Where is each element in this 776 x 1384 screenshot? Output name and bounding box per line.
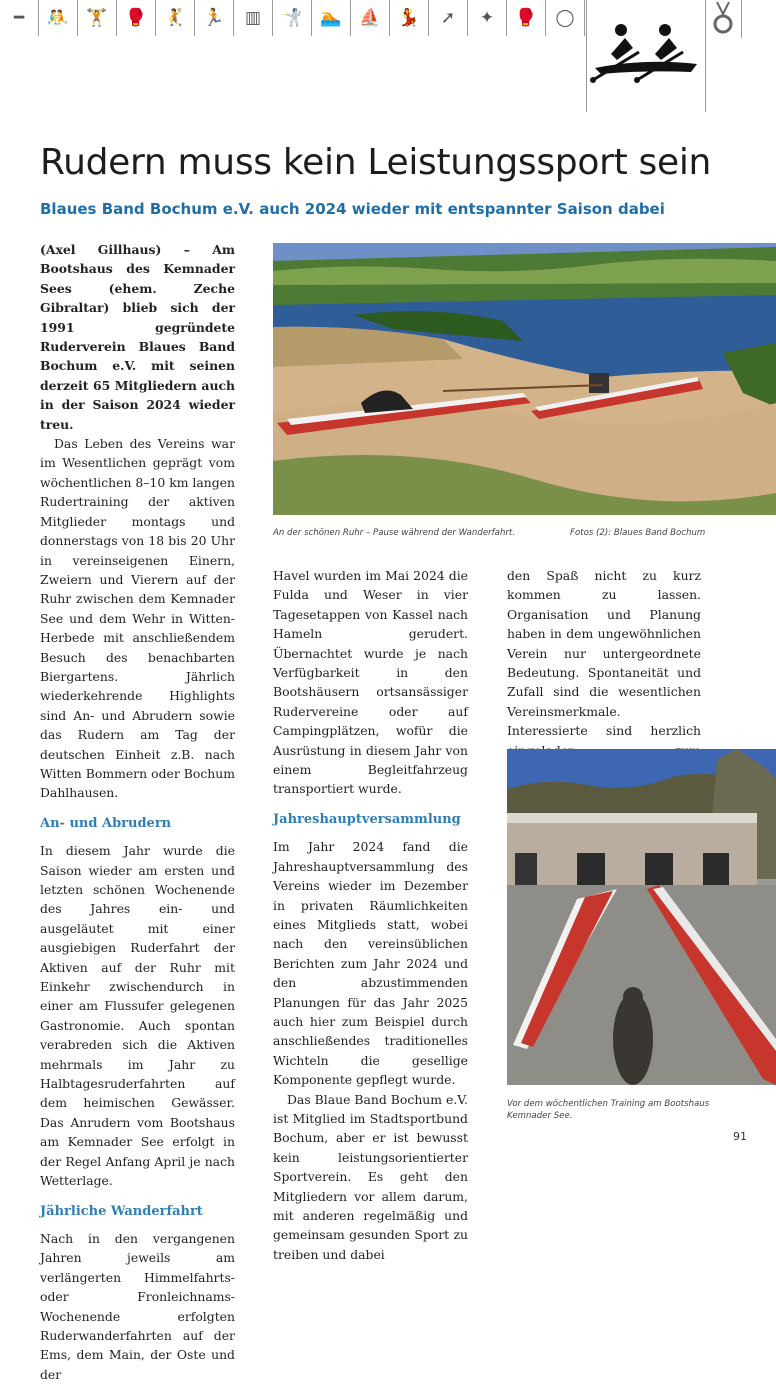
sailing-icon: ⛵ (351, 0, 390, 36)
fencing-icon: 🤺 (273, 0, 312, 36)
rings-icon: ◯ (546, 0, 585, 36)
body-paragraph: Das Blaue Band Bochum e.V. ist Mitglied im Stadtsportbund Bochum, aber er ist bewusst kein leistungsorientierter Sportverein. Es geht den Mitgliedern vor allem darum, mit anderen regelmäßig und gemeinsam gesunden Sport zu treiben und dabei (273, 1091, 468, 1262)
article-subtitle: Blaues Band Bochum e.V. auch 2024 wieder mit entspannter Saison dabei (40, 200, 665, 218)
lead-paragraph: (Axel Gillhaus) – Am Bootshaus des Kemnader Sees (ehem. Zeche Gibraltar) blieb sich der 1991 gegründete Ruderverein Blaues Band Bochum e.V. mit seinen derzeit 65 Mitgliedern auch in der Saison 2024 wieder treu. (40, 242, 235, 432)
river-photo (273, 243, 776, 515)
body-paragraph: In diesem Jahr wurde die Saison wieder am ersten und letzten schönen Wochenende des Jahres ein- und ausgeläutet mit einer ausgiebigen Ruderfahrt der Aktiven auf der Ruhr mit Einkehr zwischendurch in einer am Flussufer gelegenen Gastronomie. Auch spontan verabreden sich die Aktiven mehrmals im Jahr zu Halbtagesruderfahrten auf dem heimischen Gewässer. Das Anrudern vom Bootshaus am Kemnader See erfolgt in der Regel Anfang April je nach Wetterlage. (40, 843, 235, 1189)
body-paragraph: Im Jahr 2024 fand die Jahreshauptversammlung des Vereins wieder im Dezember in privaten Räumlichkeiten eines Mitglieds statt, wobei nach den vereinsüblichen Berichten zum Jahr 2024 und den abzustimmenden Planungen für das Jahr 2025 auch hier zum Beispiel durch anschließendes traditionelles Wichteln die gesellige Komponente gepflegt wurde. (273, 839, 468, 1088)
photo-credit: Fotos (2): Blaues Band Bochum (570, 528, 706, 538)
rowing-icon (586, 0, 706, 112)
judo-icon: 🥊 (117, 0, 156, 36)
medal-icon (705, 0, 741, 38)
boathouse-photo (507, 749, 776, 1085)
body-paragraph: den Spaß nicht zu kurz kommen zu lassen. Organisation und Planung haben in dem ungewöhnlichen Verein nur untergeordnete Bedeutung. Spontaneität und Zufall sind die wesentlichen Vereinsmerkmale. Interessierte sind herzlich (507, 568, 701, 739)
diving-icon: ✦ (468, 0, 507, 36)
section-heading: Jahreshauptversammlung (273, 811, 461, 827)
body-paragraph: Havel wurden im Mai 2024 die Fulda und Weser in vier Tagesetappen von Kassel nach Hameln gerudert. Übernachtet wurde je nach Verfügbarkeit in den Bootshäusern ortsansässiger Rudervereine oder auf Campingplätzen, wofür die Ausrüstung in diesem Jahr von einem Begleitfahrzeug transportiert wurde. (273, 568, 468, 797)
body-paragraph: Das Leben des Vereins war im Wesentlichen geprägt vom wöchentlichen 8–10 km langen Rudertraining der aktiven Mitglieder montags und donnerstags von 18 bis 20 Uhr in vereinseigenen Einern, Zweiern und Vierern auf der Ruhr zwischen dem Kemnader See und dem Wehr in Witten-Herbede mit anschließendem Besuch des benachbarten Biergartens. Jährlich wiederkehrende Highlights sind An- und Abrudern sowie das Rudern am Tag der deutschen Einheit z.B. nach Witten Bommern oder Bochum Dahlhausen. (40, 436, 235, 801)
shooting-icon: ➚ (429, 0, 468, 36)
dance-icon: 💃 (390, 0, 429, 36)
page-number: 91 (733, 1130, 747, 1143)
body-paragraph: Nach in den vergangenen Jahren jeweils am verlängerten Himmelfahrts- oder Fronleichnams-Wochenende erfolgten Ruderwanderfahrten auf der Ems, dem Main, der Oste und der (40, 1230, 235, 1382)
column-2 (273, 566, 468, 1264)
swimming-icon: 🏊 (312, 0, 351, 36)
section-heading: An- und Abrudern (40, 815, 172, 831)
chess-icon: ▥ (234, 0, 273, 36)
photo-caption: Vor dem wöchentlichen Training am Bootshaus Kemnader See. (507, 1099, 710, 1121)
header-divider (741, 0, 742, 38)
article-title: Rudern muss kein Leistungssport sein (40, 142, 712, 183)
boxing-icon: 🥊 (507, 0, 546, 36)
weightlifting-icon: 🏋 (78, 0, 117, 36)
wrestling-icon: 🤼 (39, 0, 78, 36)
gymnastics-icon: ━ (0, 0, 39, 36)
handball-icon: 🤾 (156, 0, 195, 36)
column-1 (40, 240, 235, 1384)
running-icon: 🏃 (195, 0, 234, 36)
photo-caption: An der schönen Ruhr – Pause während der Wanderfahrt. (273, 528, 516, 538)
section-heading: Jährliche Wanderfahrt (40, 1203, 203, 1219)
